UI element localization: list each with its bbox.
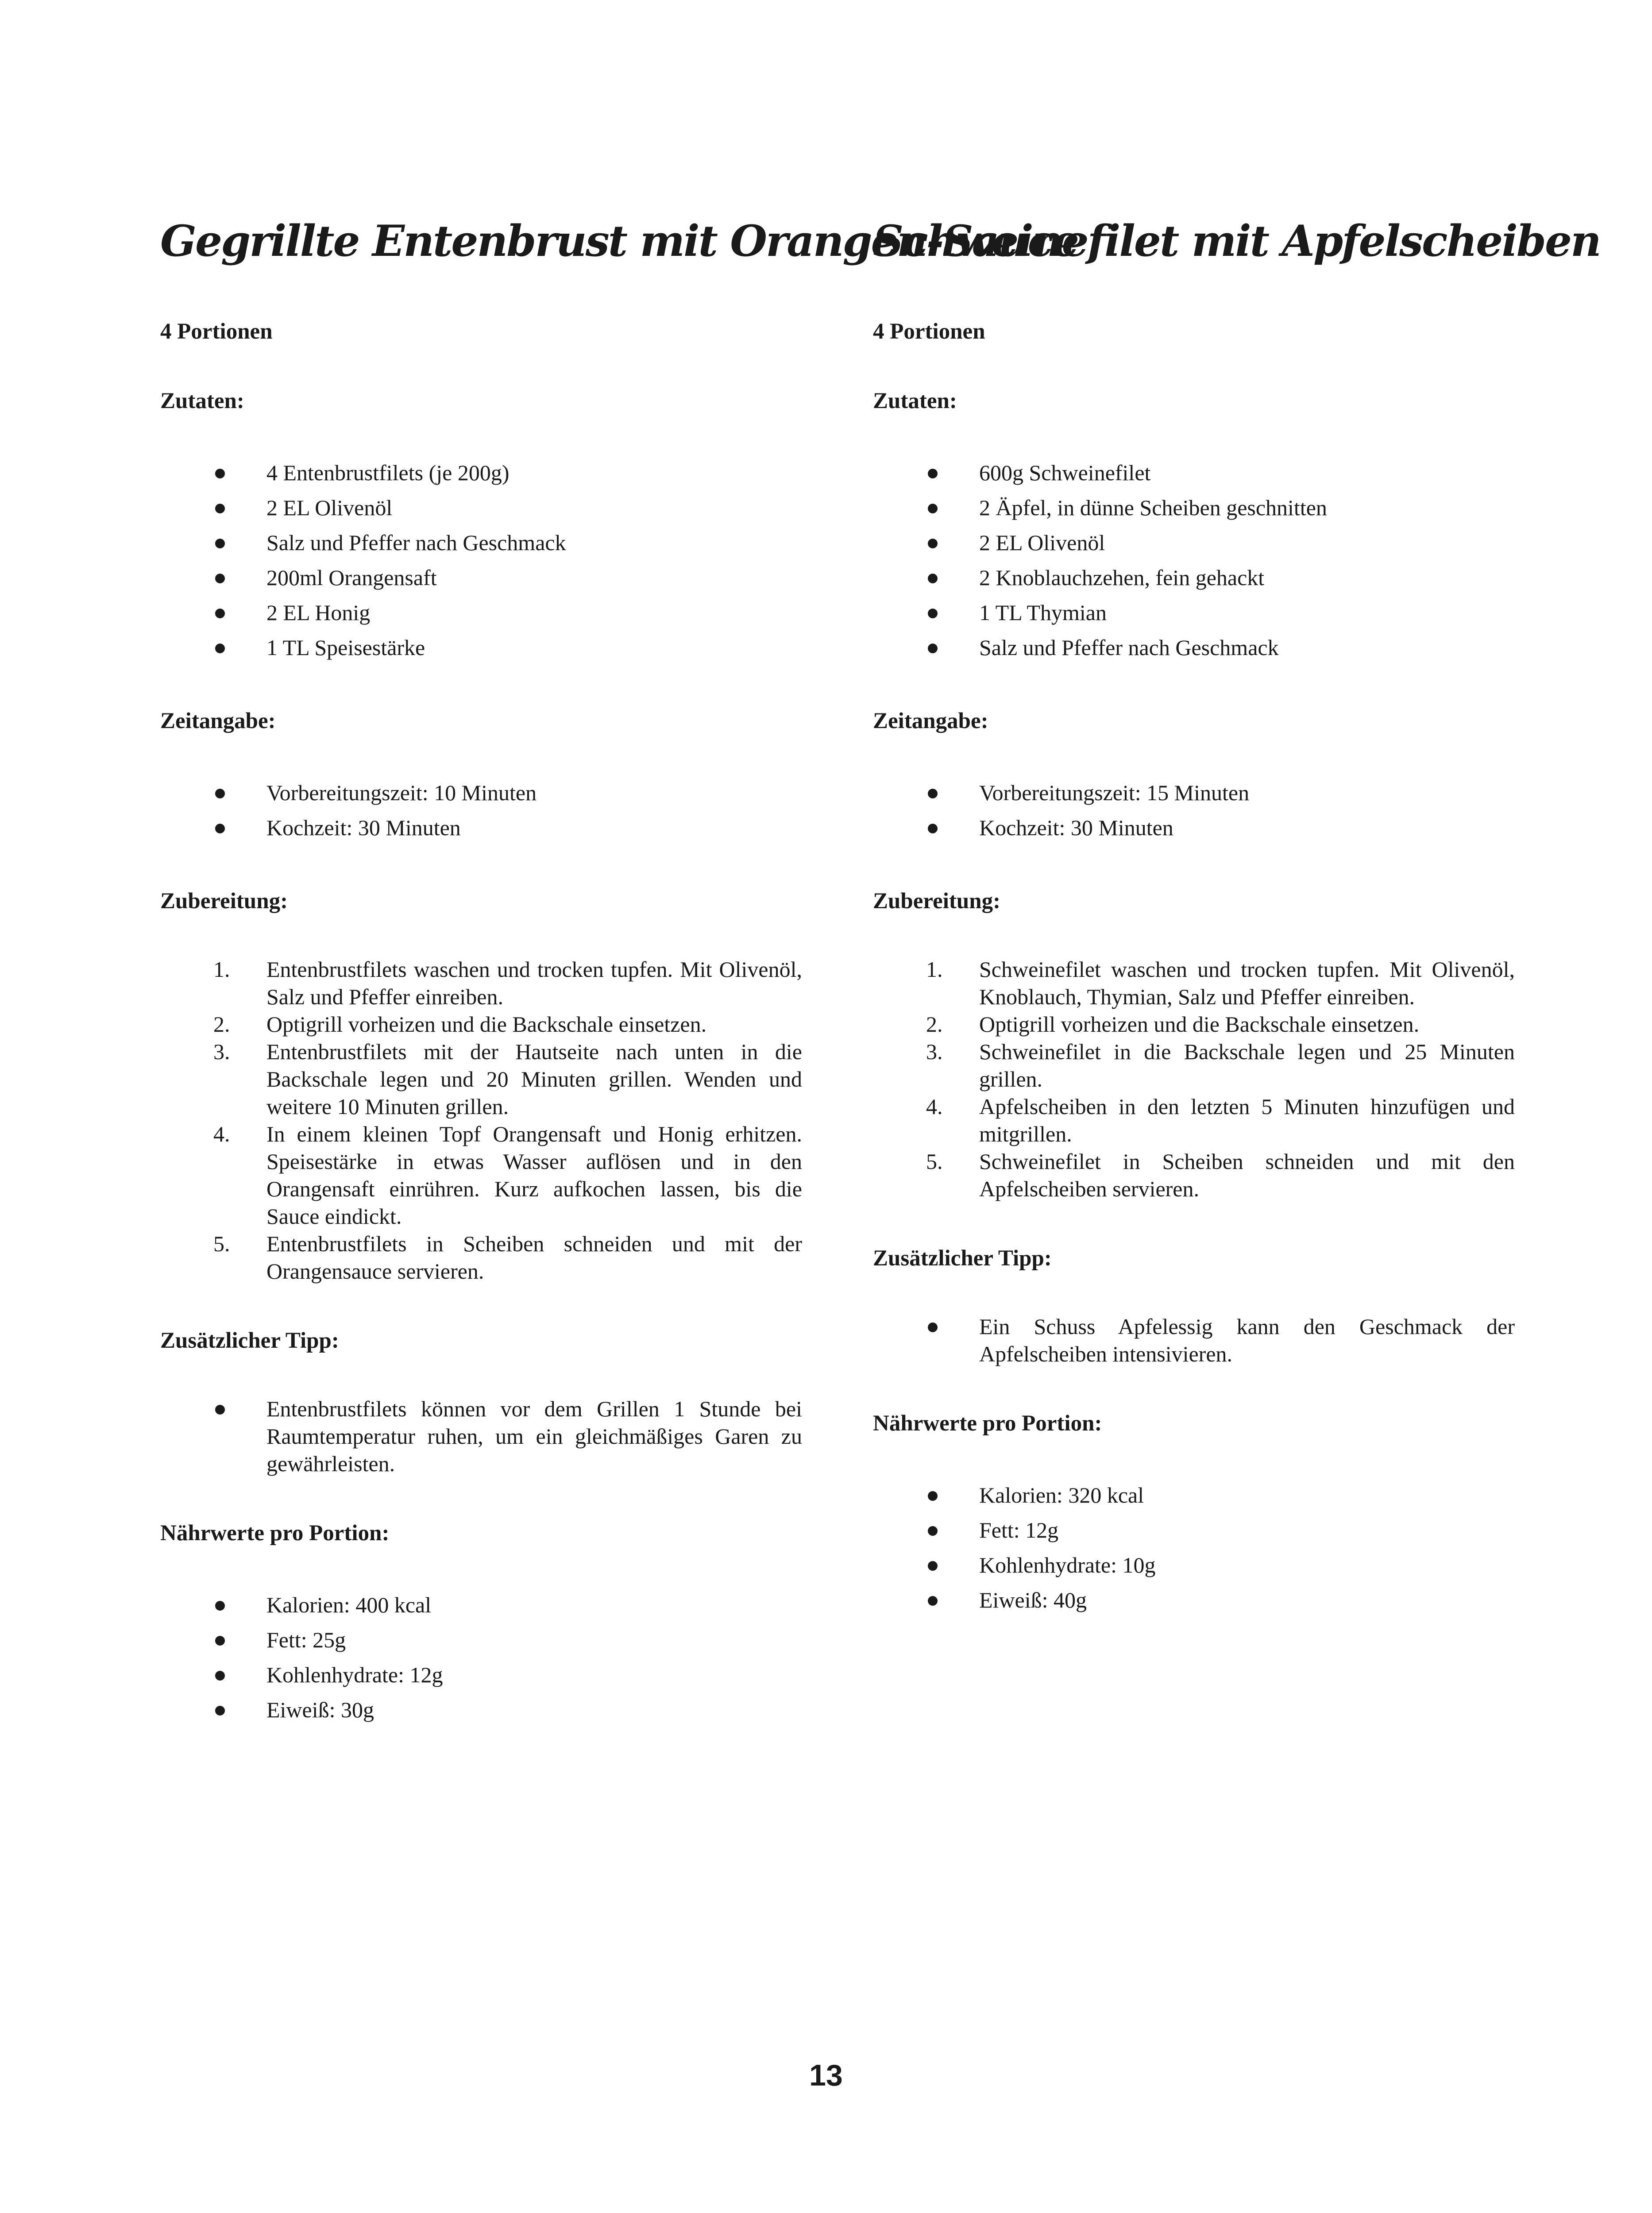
step-item: 5. Entenbrustfilets in Scheiben schneiden und mit der Orangensauce servieren. [213,1231,802,1284]
bullet-icon [215,1671,225,1681]
step-item: 2. Optigrill vorheizen und die Backschale einsetzen. [213,1012,707,1037]
list-item: Vorbereitungszeit: 15 Minuten [873,775,1515,810]
bullet-icon [215,1405,225,1415]
bullet-icon [928,609,938,618]
list-item: Fett: 12g [873,1513,1515,1548]
step-item: 4. Apfelscheiben in den letzten 5 Minuten hinzufügen und mitgrillen. [926,1094,1515,1146]
tip-list [873,1313,1515,1368]
step-item: 3. Schweinefilet in die Backschale legen und 25 Minuten grillen. [926,1039,1515,1091]
bullet-icon [215,1706,225,1716]
time-heading: Zeitangabe: [160,709,276,733]
bullet-icon [215,824,225,833]
nutrition-heading: Nährwerte pro Portion: [873,1411,1102,1436]
preparation-heading: Zubereitung: [160,889,288,914]
bullet-icon [928,1561,938,1571]
step-item: 2. Optigrill vorheizen und die Backschale einsetzen. [926,1012,1420,1037]
list-item: Kochzeit: 30 Minuten [160,810,802,845]
bullet-icon [215,789,225,798]
page-number: 13 [809,2059,843,2092]
list-item: Salz und Pfeffer nach Geschmack [160,525,802,560]
recipe-column-right [873,208,1600,1618]
step-item: 4. In einem kleinen Topf Orangensaft und Honig erhitzen. Speisestärke in etwas Wasser auflösen und in den Orangensaft einrühren. Kurz aufkochen lassen, bis die Sauce eindickt. [213,1122,802,1229]
preparation-steps [160,956,802,1285]
bullet-icon [928,1596,938,1606]
tip-list [160,1395,802,1477]
list-item: Kohlenhydrate: 12g [160,1658,802,1693]
ingredients-list [873,455,1515,665]
recipe-title: Schweinefilet mit Apfelscheiben [873,216,1600,266]
list-item: Kalorien: 320 kcal [873,1478,1515,1513]
list-item: 4 Entenbrustfilets (je 200g) [160,455,802,490]
tip-heading: Zusätzlicher Tipp: [873,1246,1052,1271]
ingredients-heading: Zutaten: [873,389,957,413]
bullet-icon [215,1636,225,1646]
list-item: Kohlenhydrate: 10g [873,1548,1515,1583]
list-item: Kalorien: 400 kcal [160,1588,802,1623]
bullet-icon [928,1491,938,1501]
list-item: Vorbereitungszeit: 10 Minuten [160,775,802,810]
list-item: Entenbrustfilets können vor dem Grillen 1 Stunde bei Raumtemperatur ruhen, um ein gleichmäßiges Garen zu gewährleisten. [160,1395,802,1477]
list-item: Kochzeit: 30 Minuten [873,810,1515,845]
time-list [160,775,802,845]
list-item: Eiweiß: 30g [160,1693,802,1727]
list-item: Eiweiß: 40g [873,1583,1515,1618]
list-item: 2 EL Olivenöl [160,490,802,525]
time-list [873,775,1515,845]
bullet-icon [928,789,938,798]
bullet-icon [928,469,938,478]
list-item: Fett: 25g [160,1623,802,1658]
ingredients-list [160,455,802,665]
bullet-icon [215,539,225,548]
nutrition-list [873,1478,1515,1618]
step-item: 1. Entenbrustfilets waschen und trocken tupfen. Mit Olivenöl, Salz und Pfeffer einreiben. [213,957,802,1009]
bullet-icon [928,1526,938,1536]
time-heading: Zeitangabe: [873,709,988,733]
portions: 4 Portionen [160,319,273,344]
bullet-icon [215,1601,225,1611]
step-item: 1. Schweinefilet waschen und trocken tupfen. Mit Olivenöl, Knoblauch, Thymian, Salz und Pfeffer einreiben. [926,957,1515,1009]
list-item: 200ml Orangensaft [160,560,802,595]
list-item: 600g Schweinefilet [873,455,1515,490]
list-item: 2 EL Honig [160,595,802,630]
preparation-heading: Zubereitung: [873,889,1001,914]
bullet-icon [215,609,225,618]
list-item: 2 EL Olivenöl [873,525,1515,560]
step-item: 3. Entenbrustfilets mit der Hautseite nach unten in die Backschale legen und 20 Minuten grillen. Wenden und weitere 10 Minuten grillen. [213,1039,802,1119]
portions: 4 Portionen [873,319,985,344]
step-item: 5. Schweinefilet in Scheiben schneiden und mit den Apfelscheiben servieren. [926,1149,1515,1201]
bullet-icon [215,644,225,653]
bullet-icon [928,539,938,548]
list-item: 1 TL Speisestärke [160,630,802,665]
bullet-icon [928,504,938,513]
preparation-steps [873,956,1515,1203]
nutrition-heading: Nährwerte pro Portion: [160,1521,390,1546]
bullet-icon [215,504,225,513]
ingredients-heading: Zutaten: [160,389,244,413]
tip-heading: Zusätzlicher Tipp: [160,1328,339,1353]
nutrition-list [160,1588,802,1727]
bullet-icon [215,469,225,478]
list-item: 2 Knoblauchzehen, fein gehackt [873,560,1515,595]
bullet-icon [928,574,938,583]
bullet-icon [215,574,225,583]
list-item: 2 Äpfel, in dünne Scheiben geschnitten [873,490,1515,525]
recipe-title: Gegrillte Entenbrust mit Orangen-Sauce [160,216,1078,266]
list-item: Ein Schuss Apfelessig kann den Geschmack der Apfelscheiben intensivieren. [873,1313,1515,1368]
bullet-icon [928,824,938,833]
bullet-icon [928,644,938,653]
list-item: 1 TL Thymian [873,595,1515,630]
bullet-icon [928,1322,938,1332]
list-item: Salz und Pfeffer nach Geschmack [873,630,1515,665]
